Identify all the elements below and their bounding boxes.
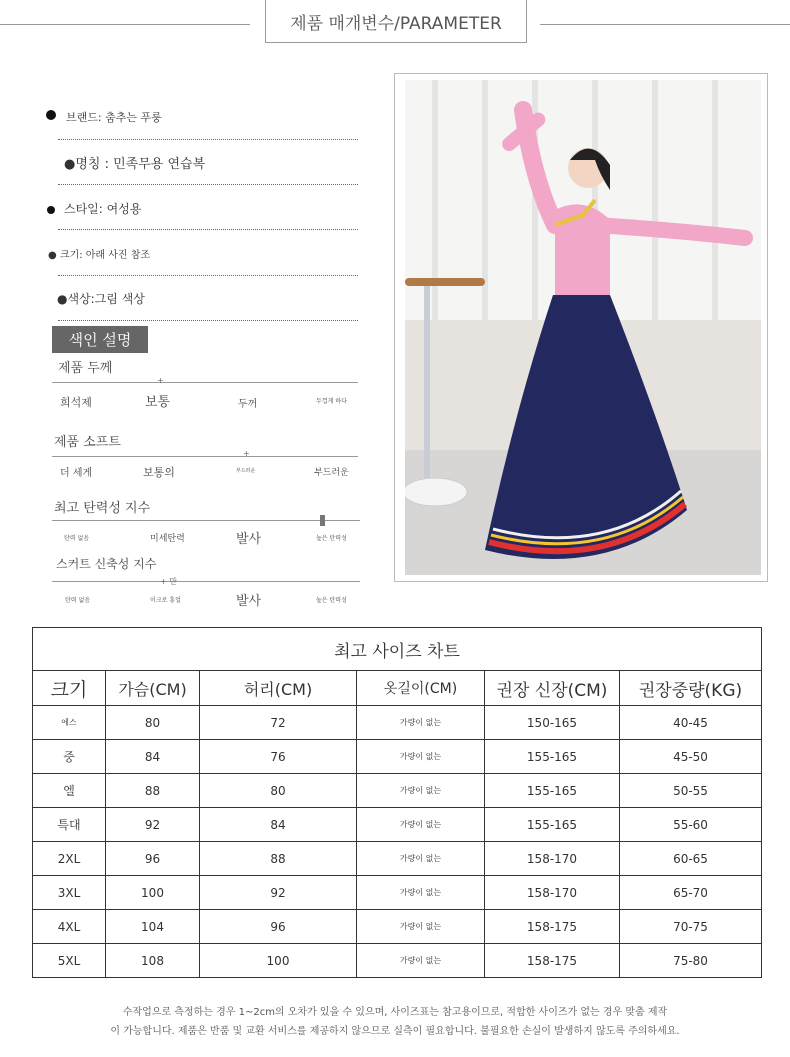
table-cell: 에스 xyxy=(33,706,106,740)
table-cell: 엘 xyxy=(33,774,106,808)
column-header: 옷길이(CM) xyxy=(357,671,485,706)
table-cell: 가량이 없는 xyxy=(357,774,485,808)
table-cell: 65-70 xyxy=(620,876,762,910)
skirt-scale xyxy=(52,581,360,582)
thickness-tick: + xyxy=(157,376,164,385)
table-cell: 88 xyxy=(106,774,200,808)
table-cell: 가량이 없는 xyxy=(357,910,485,944)
elasticity-option: 탄력 없음 xyxy=(64,535,90,542)
divider xyxy=(58,184,358,185)
header-line-right xyxy=(540,24,790,25)
page-title: 제품 매개변수/PARAMETER xyxy=(265,0,527,43)
softness-tick: + xyxy=(243,449,250,458)
table-cell: 중 xyxy=(33,740,106,774)
table-cell: 가량이 없는 xyxy=(357,740,485,774)
thickness-scale xyxy=(52,382,358,383)
divider xyxy=(58,320,358,321)
divider xyxy=(58,139,358,140)
bullet-icon xyxy=(46,110,56,120)
table-cell: 84 xyxy=(106,740,200,774)
skirt-tick: + 만 xyxy=(160,577,177,586)
table-cell: 150-165 xyxy=(485,706,620,740)
table-cell: 158-170 xyxy=(485,842,620,876)
table-cell: 가량이 없는 xyxy=(357,808,485,842)
table-cell: 72 xyxy=(200,706,357,740)
table-cell: 75-80 xyxy=(620,944,762,978)
divider xyxy=(58,275,358,276)
info-name: ●명칭 : 민족무용 연습복 xyxy=(64,157,206,172)
index-title: 색인 설명 xyxy=(52,326,148,353)
table-row xyxy=(33,910,762,944)
size-chart xyxy=(32,627,762,978)
skirt-option: 탄력 없음 xyxy=(65,597,91,604)
table-cell: 가량이 없는 xyxy=(357,876,485,910)
elasticity-option: 높은 탄력성 xyxy=(316,535,347,542)
skirt-option: 이크로 흥얼 xyxy=(150,597,181,604)
skirt-option: 높은 탄력성 xyxy=(316,597,347,604)
info-style: 스타일: 여성용 xyxy=(64,202,142,216)
header-line-left xyxy=(0,24,250,25)
info-brand: 브랜드: 춤추는 푸룽 xyxy=(66,111,162,124)
divider xyxy=(58,229,358,230)
elasticity-marker xyxy=(320,515,325,526)
table-cell: 70-75 xyxy=(620,910,762,944)
table-row xyxy=(33,706,762,740)
elasticity-option: 미세탄력 xyxy=(150,534,185,544)
table-cell: 4XL xyxy=(33,910,106,944)
table-cell: 155-165 xyxy=(485,808,620,842)
table-row xyxy=(33,876,762,910)
table-cell: 3XL xyxy=(33,876,106,910)
note-line-2: 이 가능합니다. 제품은 반품 및 교환 서비스를 제공하지 않으므로 실측이 필요합니다. 불필요한 손실이 발생하지 않도록 주의하세요. xyxy=(110,1026,680,1037)
table-cell: 104 xyxy=(106,910,200,944)
thickness-option: 두껍게 하다 xyxy=(316,398,347,405)
table-cell: 40-45 xyxy=(620,706,762,740)
elasticity-scale xyxy=(52,520,360,521)
table-cell: 100 xyxy=(106,876,200,910)
table-cell: 92 xyxy=(106,808,200,842)
softness-label: 제품 소프트 xyxy=(54,435,121,450)
thickness-option: 희석제 xyxy=(60,396,92,409)
thickness-option: 두꺼 xyxy=(238,399,258,410)
info-size: ● 크기: 아래 사진 참조 xyxy=(48,250,151,261)
table-row xyxy=(33,774,762,808)
table-cell: 155-165 xyxy=(485,740,620,774)
table-cell: 60-65 xyxy=(620,842,762,876)
elasticity-option: 발사 xyxy=(236,532,262,547)
product-photo xyxy=(405,80,761,575)
skirt-label: 스커트 신축성 지수 xyxy=(56,557,157,571)
thickness-option: 보통 xyxy=(145,395,171,410)
column-header: 권장 신장(CM) xyxy=(485,671,620,706)
softness-option: 보통의 xyxy=(143,466,175,479)
note-line-1: 수작업으로 측정하는 경우 1~2cm의 오차가 있을 수 있으며, 사이즈표는 참고용이므로, 적합한 사이즈가 없는 경우 맞춤 제작 xyxy=(122,1007,668,1018)
table-body xyxy=(33,706,762,978)
table-cell: 80 xyxy=(106,706,200,740)
table-row xyxy=(33,842,762,876)
table-cell: 50-55 xyxy=(620,774,762,808)
softness-option: 더 세게 xyxy=(60,468,93,479)
table-cell: 55-60 xyxy=(620,808,762,842)
thickness-label: 제품 두께 xyxy=(58,361,113,376)
table-title: 최고 사이즈 차트 xyxy=(33,628,762,671)
table-cell: 5XL xyxy=(33,944,106,978)
table-cell: 96 xyxy=(200,910,357,944)
table-row xyxy=(33,740,762,774)
softness-option: 부드러운 xyxy=(314,468,349,478)
table-row xyxy=(33,944,762,978)
bullet-icon xyxy=(47,206,55,214)
table-cell: 92 xyxy=(200,876,357,910)
table-cell: 158-175 xyxy=(485,944,620,978)
skirt-option: 발사 xyxy=(236,594,262,609)
table-cell: 96 xyxy=(106,842,200,876)
table-cell: 88 xyxy=(200,842,357,876)
info-color: ●색상:그림 색상 xyxy=(57,292,145,306)
table-cell: 2XL xyxy=(33,842,106,876)
column-header: 가슴(CM) xyxy=(106,671,200,706)
column-header: 허리(CM) xyxy=(200,671,357,706)
softness-option: 부드러운 xyxy=(236,468,256,474)
dancer-illustration xyxy=(405,80,761,575)
table-cell: 84 xyxy=(200,808,357,842)
table-cell: 가량이 없는 xyxy=(357,706,485,740)
table-cell: 158-175 xyxy=(485,910,620,944)
table-cell: 76 xyxy=(200,740,357,774)
table-row xyxy=(33,808,762,842)
table-cell: 100 xyxy=(200,944,357,978)
table-cell: 특대 xyxy=(33,808,106,842)
table-cell: 80 xyxy=(200,774,357,808)
softness-scale xyxy=(52,456,358,457)
column-header: 권장중량(KG) xyxy=(620,671,762,706)
table-cell: 158-170 xyxy=(485,876,620,910)
table-header xyxy=(33,671,762,706)
elasticity-label: 최고 탄력성 지수 xyxy=(54,501,151,516)
table-cell: 가량이 없는 xyxy=(357,842,485,876)
column-header: 크기 xyxy=(33,671,106,706)
table-cell: 45-50 xyxy=(620,740,762,774)
table-cell: 가량이 없는 xyxy=(357,944,485,978)
table-cell: 155-165 xyxy=(485,774,620,808)
table-cell: 108 xyxy=(106,944,200,978)
